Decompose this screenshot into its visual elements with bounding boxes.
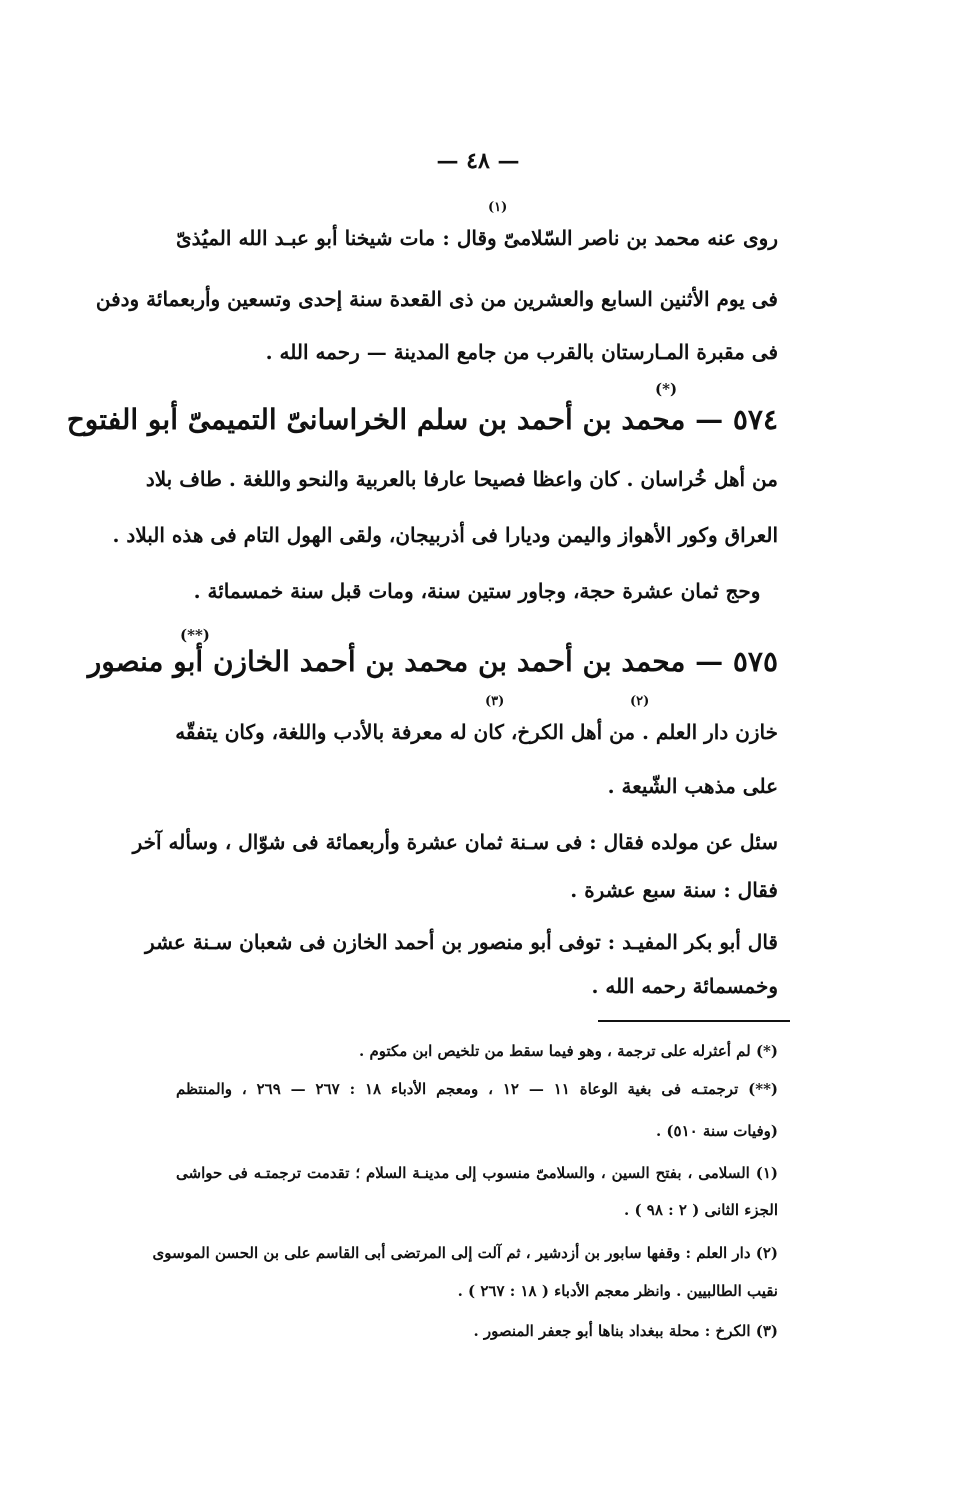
footnote: (٣) الكرخ : محلة ببغداد بناها أبو جعفر المنصور . <box>473 1322 778 1340</box>
text-line: خازن دار العلم . من أهل الكرخ، كان له معرفة بالأدب واللغة، وكان يتفقّه <box>175 720 778 744</box>
footnote: (**) ترجمتـه فى بغية الوعاة ١١ — ١٢ ، ومعجم الأدباء ١٨ : ٢٦٧ — ٢٦٩ ، والمنتظم <box>176 1080 779 1098</box>
footnote-divider <box>598 1020 790 1022</box>
text-line: روى عنه محمد بن ناصر السّلامىّ وقال : مات شيخنا أبو عبـد الله الميُذىّ <box>176 226 778 250</box>
text-line: سئل عن مولده فقال : فى سـنة ثمان عشرة وأربعمائة فى شوّال ، وسأله آخر <box>132 830 778 854</box>
footnote: الجزء الثانى ( ٢ : ٩٨ ) . <box>624 1201 778 1219</box>
entry-574-note-mark: (*) <box>655 380 678 398</box>
entry-574-heading: ٥٧٤ — محمد بن أحمد بن سلم الخراسانىّ التميمىّ أبو الفتوح <box>66 403 778 436</box>
text-line: فى يوم الأثنين السابع والعشرين من ذى القعدة سنة إحدى وتسعين وأربعمائة ودفن <box>95 287 778 311</box>
text-line: من أهل خُراسان . كان واعظا فصيحا عارفا بالعربية والنحو واللغة . طاف بلاد <box>145 467 778 491</box>
footnote: نقيب الطالبيين . وانظر معجم الأدباء ( ١٨ : ٢٦٧ ) . <box>457 1282 778 1300</box>
text-line: فقال : سنة سبع عشرة . <box>570 878 778 902</box>
text-line: وحج ثمان عشرة حجة، وجاور ستين سنة، ومات قبل سنة خمسمائة . <box>193 579 761 603</box>
text-line: قال أبو بكر المفيـد : توفى أبو منصور بن أحمد الخازن فى شعبان سـنة عشر <box>145 930 778 954</box>
page-number: — ٤٨ — <box>436 148 520 174</box>
entry-575-note-mark: (**) <box>180 626 210 644</box>
footnote: (٢) دار العلم : وقفها سابور بن أزدشير ، ثم آلت إلى المرتضى أبى القاسم على بن الحسن الموسوى <box>152 1244 778 1262</box>
footnote: (*) لم أعثرله على ترجمة ، وهو فيما سقط من تلخيص ابن مكتوم . <box>359 1042 778 1060</box>
text-line: فى مقبرة المـارستان بالقرب من جامع المدينة — رحمه الله . <box>265 340 778 364</box>
entry-575-heading: ٥٧٥ — محمد بن أحمد بن محمد بن أحمد الخازن أبو منصور <box>87 645 778 678</box>
text-line: العراق وكور الأهواز واليمن وديارا فى أذربيجان، ولقى الهول التام فى هذه البلاد . <box>112 523 778 547</box>
footnote-ref-1: (١) <box>488 200 508 215</box>
footnote-ref-2: (٢) <box>630 694 650 709</box>
text-line: وخمسمائة رحمه الله . <box>591 974 778 998</box>
footnote: (١) السلامى ، بفتح السين ، والسلامىّ منسوب إلى مدينـة السلام ؛ تقدمت ترجمتـه فى حواشى <box>176 1164 778 1182</box>
footnote: (وفيات سنة ٥١٠) . <box>655 1122 778 1140</box>
text-line: على مذهب الشّيعة . <box>607 774 778 798</box>
footnote-ref-3: (٣) <box>485 694 505 709</box>
